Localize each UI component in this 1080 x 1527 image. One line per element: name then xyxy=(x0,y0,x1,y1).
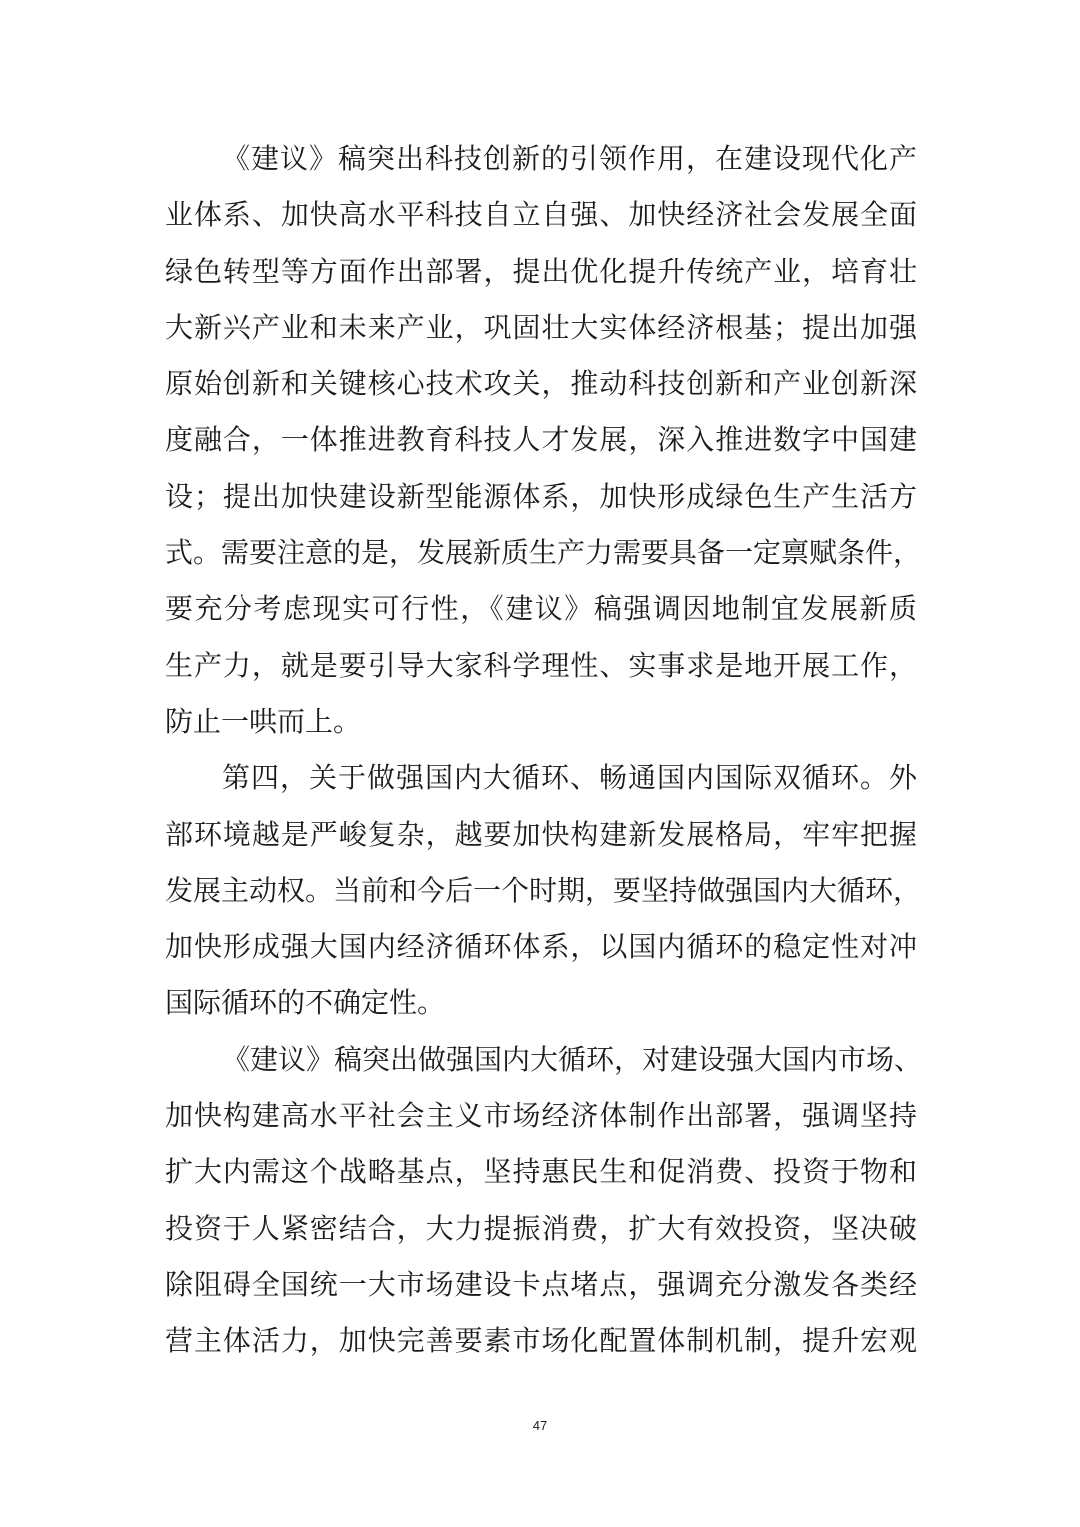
text-line: 生产力，就是要引导大家科学理性、实事求是地开展工作， xyxy=(165,648,917,682)
text-line: 营主体活力，加快完善要素市场化配置体制机制，提升宏观 xyxy=(165,1324,917,1358)
text-line: 原始创新和关键核心技术攻关，推动科技创新和产业创新深 xyxy=(165,367,917,401)
text-line: 加快构建高水平社会主义市场经济体制作出部署，强调坚持 xyxy=(165,1099,917,1133)
text-line: 业体系、加快高水平科技自立自强、加快经济社会发展全面 xyxy=(165,198,917,232)
text-line: 《建议》稿突出做强国内大循环，对建设强大国内市场、 xyxy=(222,1042,923,1076)
paragraph-1 xyxy=(165,131,922,750)
text-line: 《建议》稿突出科技创新的引领作用，在建设现代化产 xyxy=(222,142,917,175)
text-line: 除阻碍全国统一大市场建设卡点堵点，强调充分激发各类经 xyxy=(165,1267,917,1301)
paragraph-3 xyxy=(165,1032,923,1370)
text-line: 国际循环的不确定性。 xyxy=(165,986,446,1020)
text-line: 绿色转型等方面作出部署，提出优化提升传统产业，培育壮 xyxy=(165,254,917,288)
text-line: 发展主动权。当前和今后一个时期，要坚持做强国内大循环， xyxy=(165,873,922,907)
text-line: 投资于人紧密结合，大力提振消费，扩大有效投资，坚决破 xyxy=(165,1211,917,1245)
text-line: 大新兴产业和未来产业，巩固壮大实体经济根基；提出加强 xyxy=(165,310,917,344)
page-number: 47 xyxy=(532,1418,548,1433)
text-line: 防止一哄而上。 xyxy=(165,704,362,738)
text-line: 扩大内需这个战略基点，坚持惠民生和促消费、投资于物和 xyxy=(165,1155,917,1189)
text-line: 度融合，一体推进教育科技人才发展，深入推进数字中国建 xyxy=(165,423,917,457)
text-line: 要充分考虑现实可行性，《建议》稿强调因地制宜发展新质 xyxy=(165,592,917,626)
paragraph-2 xyxy=(165,750,922,1031)
text-line: 式。需要注意的是，发展新质生产力需要具备一定禀赋条件， xyxy=(165,536,922,570)
text-line: 第四，关于做强国内大循环、畅通国内国际双循环。外 xyxy=(222,761,917,795)
text-line: 加快形成强大国内经济循环体系，以国内循环的稳定性对冲 xyxy=(165,930,917,964)
text-line: 部环境越是严峻复杂，越要加快构建新发展格局，牢牢把握 xyxy=(165,817,917,851)
document-body xyxy=(165,131,923,1370)
text-line: 设；提出加快建设新型能源体系，加快形成绿色生产生活方 xyxy=(165,479,917,513)
